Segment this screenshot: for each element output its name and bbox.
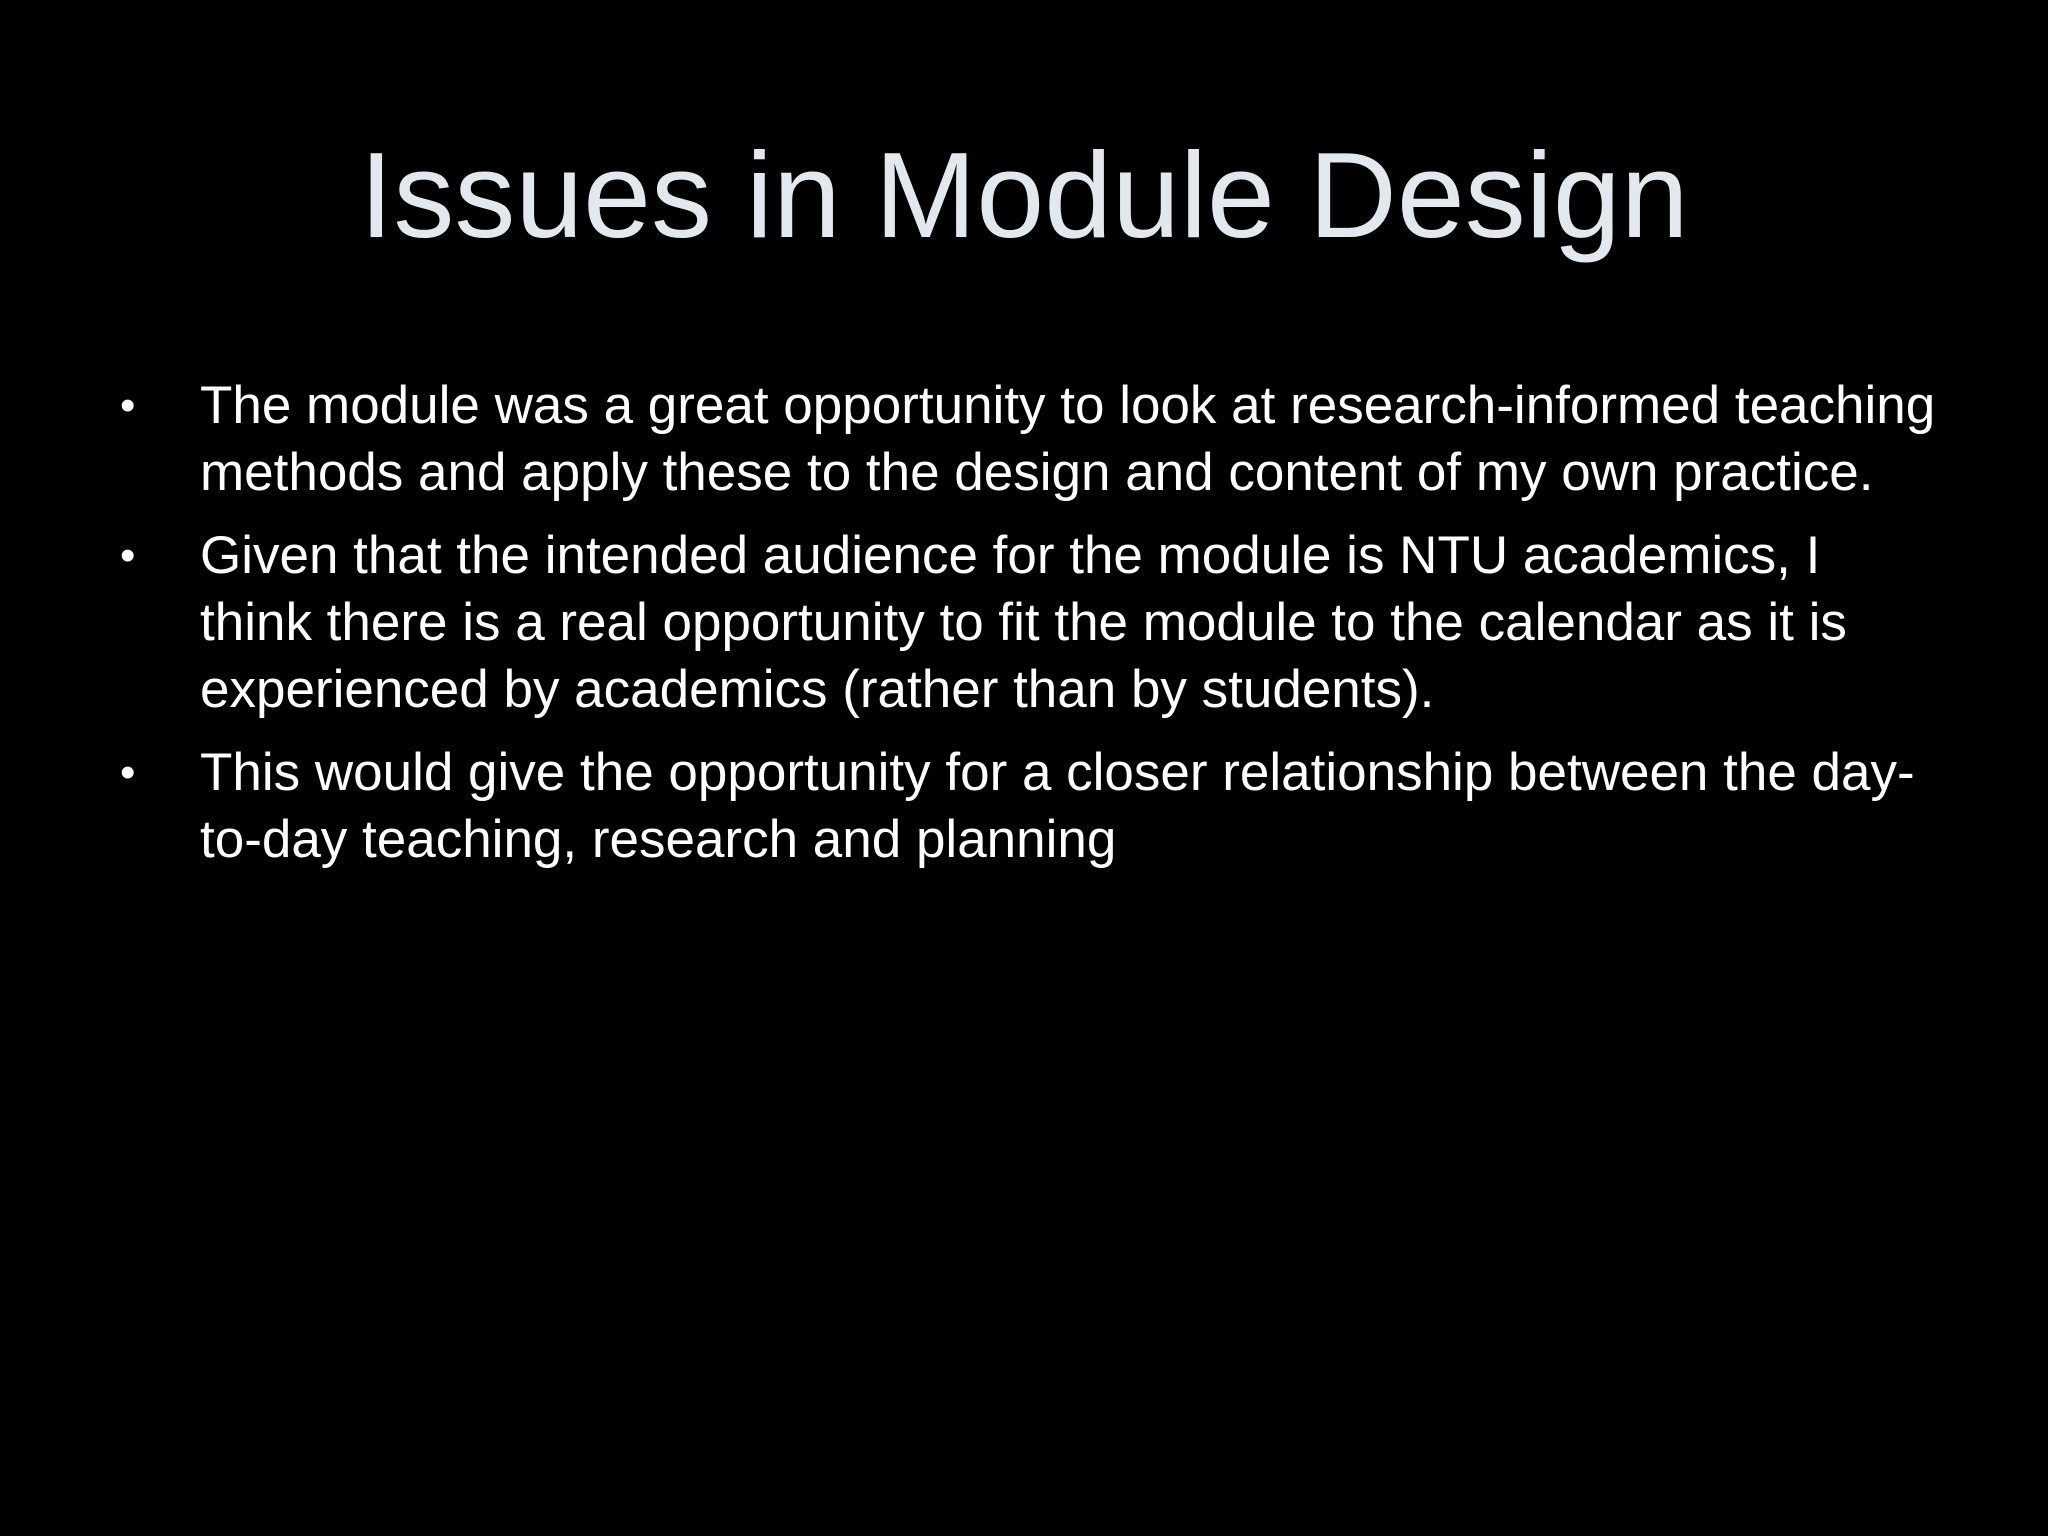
bullet-icon: • (120, 381, 136, 430)
bullet-text: This would give the opportunity for a closer relationship between the day-to-day teaching, research and planning (200, 743, 1915, 869)
bullet-item (120, 739, 1940, 873)
slide-title: Issues in Module Design (359, 127, 1689, 263)
bullet-item (120, 522, 1940, 723)
bullet-text: The module was a great opportunity to look at research-informed teaching methods and apply these to the design and content of my own practice. (200, 376, 1936, 502)
bullet-icon: • (120, 748, 136, 797)
bullet-item (120, 372, 1940, 506)
bullet-list (120, 372, 1940, 889)
bullet-icon: • (120, 531, 136, 580)
bullet-text: Given that the intended audience for the module is NTU academics, I think there is a real opportunity to fit the module to the calendar as it is experienced by academics (rather than by students). (200, 526, 1847, 719)
